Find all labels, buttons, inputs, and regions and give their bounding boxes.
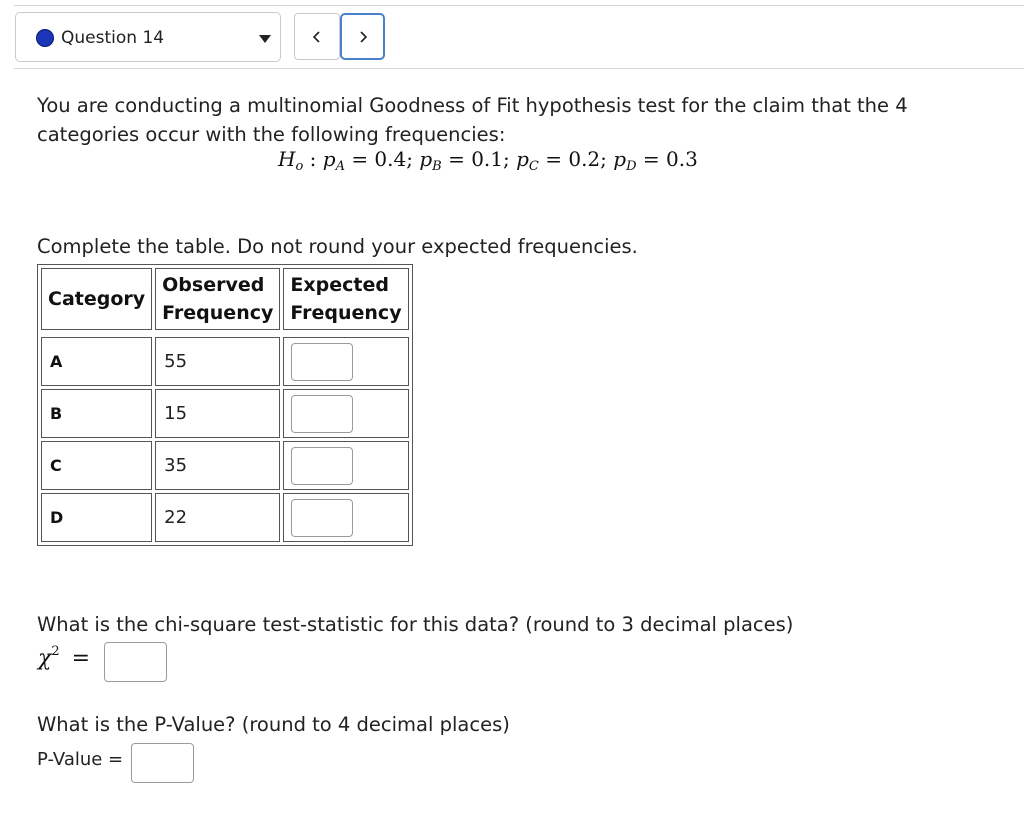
- expected-input-a[interactable]: [291, 343, 353, 381]
- category-cell: B: [41, 389, 152, 438]
- caret-down-icon: [259, 35, 271, 43]
- header-observed-line2: Frequency: [162, 302, 274, 324]
- chi-power: 2: [51, 644, 60, 659]
- observed-cell: 15: [155, 389, 280, 438]
- expected-cell: [283, 493, 408, 542]
- top-divider: [14, 5, 1024, 6]
- observed-cell: 55: [155, 337, 280, 386]
- hypothesis-h-sub: o: [295, 159, 304, 174]
- header-observed-line1: Observed: [162, 274, 265, 296]
- hypothesis-p: p: [613, 147, 627, 171]
- table-row: [41, 337, 409, 386]
- header-category: Category: [41, 268, 152, 330]
- hypothesis-colon: :: [309, 147, 323, 171]
- table-row: [41, 493, 409, 542]
- hypothesis-value: = 0.2;: [545, 147, 607, 171]
- category-cell: A: [41, 337, 152, 386]
- hypothesis-p-sub: D: [626, 159, 637, 174]
- question-label: Question 14: [61, 28, 165, 48]
- chi-square-label: [38, 644, 90, 671]
- previous-question-button[interactable]: [294, 13, 340, 60]
- table-header-row: [41, 268, 409, 330]
- hypothesis-value: = 0.4;: [351, 147, 413, 171]
- table-row: [41, 441, 409, 490]
- category-cell: D: [41, 493, 152, 542]
- expected-cell: [283, 337, 408, 386]
- hypothesis-p: p: [322, 147, 336, 171]
- observed-cell: 22: [155, 493, 280, 542]
- chevron-left-icon: [312, 30, 322, 44]
- hypothesis-value: = 0.3: [642, 147, 698, 171]
- observed-cell: 35: [155, 441, 280, 490]
- p-value-input[interactable]: [131, 743, 194, 783]
- chevron-right-icon: [358, 30, 368, 44]
- frequency-table: [37, 264, 413, 546]
- chi-equals: =: [71, 646, 91, 671]
- hypothesis-p-sub: B: [432, 159, 442, 174]
- header-observed: [155, 268, 280, 330]
- hypothesis-p: p: [516, 147, 529, 171]
- question-prompt: You are conducting a multinomial Goodness of Fit hypothesis test for the claim that the 4 categories occur with the following frequencies:: [37, 94, 908, 146]
- chi-square-question: What is the chi-square test-statistic for this data? (round to 3 decimal places): [37, 613, 794, 636]
- hypothesis-h: H: [278, 147, 296, 171]
- nav-divider: [14, 68, 1024, 69]
- question-status-icon: [36, 29, 54, 47]
- header-expected: [283, 268, 408, 330]
- expected-input-b[interactable]: [291, 395, 353, 433]
- expected-input-c[interactable]: [291, 447, 353, 485]
- table-instruction: Complete the table. Do not round your expected frequencies.: [37, 235, 638, 258]
- table-row: [41, 389, 409, 438]
- p-value-question: What is the P-Value? (round to 4 decimal places): [37, 713, 510, 736]
- null-hypothesis: [278, 147, 698, 174]
- expected-cell: [283, 441, 408, 490]
- category-cell: C: [41, 441, 152, 490]
- hypothesis-value: = 0.1;: [448, 147, 510, 171]
- header-expected-line1: Expected: [290, 274, 389, 296]
- hypothesis-p-sub: A: [335, 159, 345, 174]
- expected-input-d[interactable]: [291, 499, 353, 537]
- hypothesis-p: p: [419, 147, 433, 171]
- hypothesis-p-sub: C: [528, 159, 539, 174]
- question-select-dropdown[interactable]: [15, 12, 281, 62]
- p-value-label: P-Value =: [37, 749, 124, 770]
- next-question-button[interactable]: [340, 13, 385, 60]
- expected-cell: [283, 389, 408, 438]
- chi-symbol: χ: [38, 646, 52, 671]
- chi-square-input[interactable]: [104, 642, 167, 682]
- header-expected-line2: Frequency: [290, 302, 402, 324]
